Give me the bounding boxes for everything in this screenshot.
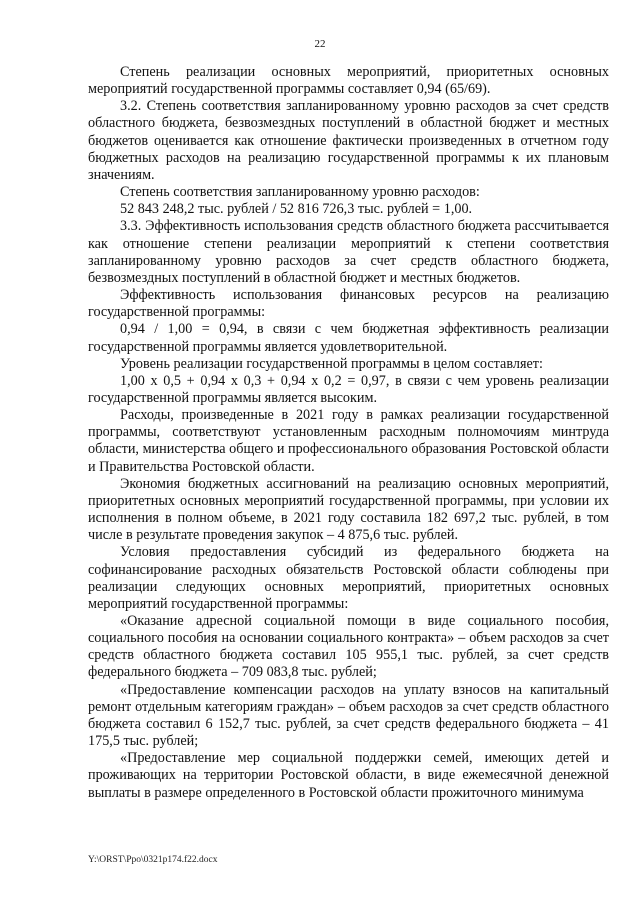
paragraph: Уровень реализации государственной программы в целом составляет: [120,355,543,372]
paragraph: «Оказание адресной социальной помощи в виде социального пособия, социального пособия на основании социального контракта» – объем расходов за счет средств областного бюджета составил 105 955,1 тыс. рублей, за счет средств федерального бюджета – 709 083,8 тыс. рублей; [88,613,609,681]
paragraph: 52 843 248,2 тыс. рублей / 52 816 726,3 тыс. рублей = 1,00. [120,201,473,218]
paragraph: «Предоставление компенсации расходов на уплату взносов на капитальный ремонт отдельным категориям граждан» – объем расходов за счет средств областного бюджета составил 6 152,7 тыс. рублей, за счет средств федерального бюджета – 41 175,5 тыс. рублей; [88,681,609,750]
paragraph: Степень соответствия запланированному уровню расходов: [120,184,480,201]
paragraph: 1,00 х 0,5 + 0,94 х 0,3 + 0,94 х 0,2 = 0,97, в связи с чем уровень реализации государственной программы является высоким. [88,372,609,406]
paragraph: Экономия бюджетных ассигнований на реализацию основных мероприятий, приоритетных основных мероприятий государственной программы, при условии их исполнения в полном объеме, в 2021 году составила 182 697,2 тыс. рублей, в том числе в результате проведения закупок – 4 875,6 тыс. рублей. [88,475,609,544]
document-body [88,64,609,802]
paragraph: 3.3. Эффективность использования средств областного бюджета рассчитывается как отношение степени реализации мероприятий к степени соответствия запланированному уровню расходов за счет средств областного бюджета, безвозмездных поступлений в областной бюджет и местных бюджетов. [88,218,609,286]
page-number: 22 [314,38,326,50]
paragraph: 0,94 / 1,00 = 0,94, в связи с чем бюджетная эффективность реализации государственной программы является удовлетворительной. [88,321,609,355]
paragraph: Степень реализации основных мероприятий, приоритетных основных мероприятий государственной программы составляет 0,94 (65/69). [88,64,609,98]
paragraph: Эффективность использования финансовых ресурсов на реализацию государственной программы: [88,287,609,321]
paragraph: Условия предоставления субсидий из федерального бюджета на софинансирование расходных обязательств Ростовской области соблюдены при реализации следующих основных мероприятий, приоритетных основных мероприятий государственной программы: [88,544,609,612]
footer-file-path: Y:\ORST\Ppo\0321p174.f22.docx [88,855,218,865]
paragraph: 3.2. Степень соответствия запланированному уровню расходов за счет средств областного бюджета, безвозмездных поступлений в областной бюджет и местных бюджетов оценивается как отношение фактически произведенных в отчетном году бюджетных расходов на реализацию государственной программы к их плановым значениям. [88,98,609,183]
paragraph: Расходы, произведенные в 2021 году в рамках реализации государственной программы, соответствуют установленным расходным полномочиям минтруда области, министерства общего и профессионального образования Ростовской области и Правительства Ростовской области. [88,407,609,475]
paragraph: «Предоставление мер социальной поддержки семей, имеющих детей и проживающих на территории Ростовской области, в виде ежемесячной денежной выплаты в размере определенного в Ростовской области прожиточного минимума [88,750,609,801]
